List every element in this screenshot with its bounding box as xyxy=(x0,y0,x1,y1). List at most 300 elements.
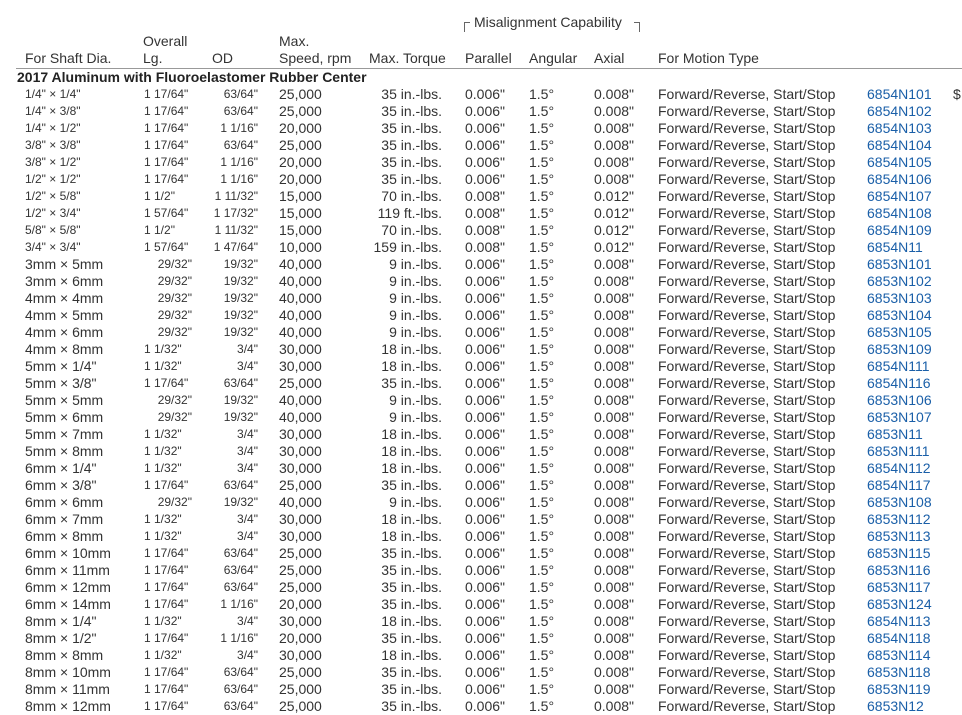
cell-motion-type: Forward/Reverse, Start/Stop xyxy=(658,511,836,527)
cell-parallel: 0.006" xyxy=(465,375,506,391)
cell-axial: 0.012" xyxy=(594,239,635,255)
cell-overall-length: 1 17/64" xyxy=(144,121,189,135)
cell-motion-type: Forward/Reverse, Start/Stop xyxy=(658,681,836,697)
cell-parallel: 0.006" xyxy=(465,137,506,153)
cell-shaft-dia: 5/8" × 5/8" xyxy=(25,223,81,237)
cell-max-torque: 35 in.-lbs. xyxy=(381,579,442,595)
cell-parallel: 0.006" xyxy=(465,154,506,170)
part-number-link[interactable]: 6854N116 xyxy=(867,375,931,391)
cell-angular: 1.5° xyxy=(529,647,555,663)
cell-max-speed: 15,000 xyxy=(279,205,322,221)
cell-shaft-dia: 6mm × 12mm xyxy=(25,579,111,595)
cell-max-torque: 9 in.-lbs. xyxy=(389,494,442,510)
cell-shaft-dia: 4mm × 6mm xyxy=(25,324,104,340)
part-number-link[interactable]: 6853N112 xyxy=(867,511,931,527)
part-number-link[interactable]: 6853N116 xyxy=(867,562,931,578)
cell-shaft-dia: 1/4" × 1/2" xyxy=(25,121,81,135)
table-row xyxy=(0,562,962,579)
cell-od: 3/4" xyxy=(237,461,258,475)
cell-max-torque: 9 in.-lbs. xyxy=(389,324,442,340)
cell-shaft-dia: 1/2" × 1/2" xyxy=(25,172,81,186)
part-number-link[interactable]: 6854N102 xyxy=(867,103,932,119)
table-row xyxy=(0,494,962,511)
cell-motion-type: Forward/Reverse, Start/Stop xyxy=(658,137,836,153)
cell-od: 3/4" xyxy=(237,529,258,543)
col-header-speed-bottom: Speed, rpm xyxy=(279,50,352,66)
cell-overall-length: 1 17/64" xyxy=(144,478,189,492)
table-row xyxy=(0,375,962,392)
cell-axial: 0.008" xyxy=(594,392,635,408)
cell-od: 63/64" xyxy=(223,104,258,118)
cell-parallel: 0.006" xyxy=(465,426,506,442)
cell-overall-length: 1 17/64" xyxy=(144,682,189,696)
cell-parallel: 0.006" xyxy=(465,307,506,323)
cell-max-torque: 35 in.-lbs. xyxy=(381,630,442,646)
bracket-right xyxy=(634,22,640,32)
cell-axial: 0.008" xyxy=(594,426,635,442)
cell-max-speed: 40,000 xyxy=(279,494,322,510)
cell-angular: 1.5° xyxy=(529,188,555,204)
cell-od: 3/4" xyxy=(237,648,258,662)
cell-axial: 0.008" xyxy=(594,341,635,357)
table-row xyxy=(0,273,962,290)
cell-axial: 0.008" xyxy=(594,647,635,663)
cell-motion-type: Forward/Reverse, Start/Stop xyxy=(658,443,836,459)
cell-motion-type: Forward/Reverse, Start/Stop xyxy=(658,171,836,187)
cell-overall-length: 29/32" xyxy=(157,495,192,509)
cell-max-torque: 18 in.-lbs. xyxy=(381,443,442,459)
cell-parallel: 0.006" xyxy=(465,290,506,306)
cell-max-speed: 20,000 xyxy=(279,120,322,136)
cell-motion-type: Forward/Reverse, Start/Stop xyxy=(658,562,836,578)
cell-axial: 0.008" xyxy=(594,528,635,544)
cell-parallel: 0.006" xyxy=(465,494,506,510)
table-row xyxy=(0,477,962,494)
cell-max-speed: 25,000 xyxy=(279,664,322,680)
part-number-link[interactable]: 6854N118 xyxy=(867,630,931,646)
table-row xyxy=(0,341,962,358)
product-table-body xyxy=(0,86,962,715)
part-number-link[interactable]: 6853N113 xyxy=(867,528,931,544)
cell-motion-type: Forward/Reverse, Start/Stop xyxy=(658,409,836,425)
cell-axial: 0.008" xyxy=(594,477,635,493)
part-number-link[interactable]: 6853N111 xyxy=(867,443,930,459)
cell-axial: 0.008" xyxy=(594,545,635,561)
cell-motion-type: Forward/Reverse, Start/Stop xyxy=(658,494,836,510)
table-row xyxy=(0,222,962,239)
cell-max-torque: 9 in.-lbs. xyxy=(389,409,442,425)
cell-axial: 0.008" xyxy=(594,630,635,646)
cell-axial: 0.008" xyxy=(594,460,635,476)
cell-max-speed: 25,000 xyxy=(279,86,322,102)
table-row xyxy=(0,239,962,256)
part-number-link[interactable]: 6853N106 xyxy=(867,392,932,408)
cell-axial: 0.008" xyxy=(594,137,635,153)
cell-max-torque: 35 in.-lbs. xyxy=(381,681,442,697)
table-row xyxy=(0,630,962,647)
cell-od: 3/4" xyxy=(237,427,258,441)
col-header-axial: Axial xyxy=(594,50,625,66)
cell-shaft-dia: 6mm × 7mm xyxy=(25,511,104,527)
cell-max-speed: 25,000 xyxy=(279,103,322,119)
cell-od: 1 1/16" xyxy=(220,155,258,169)
cell-max-speed: 30,000 xyxy=(279,528,322,544)
cell-axial: 0.008" xyxy=(594,171,635,187)
cell-axial: 0.008" xyxy=(594,307,635,323)
cell-max-speed: 25,000 xyxy=(279,137,322,153)
cell-angular: 1.5° xyxy=(529,205,555,221)
part-number-link[interactable]: 6853N115 xyxy=(867,545,931,561)
cell-motion-type: Forward/Reverse, Start/Stop xyxy=(658,222,836,238)
cell-parallel: 0.006" xyxy=(465,392,506,408)
cell-angular: 1.5° xyxy=(529,341,555,357)
cell-max-torque: 35 in.-lbs. xyxy=(381,562,442,578)
cell-angular: 1.5° xyxy=(529,358,555,374)
cell-parallel: 0.006" xyxy=(465,596,506,612)
cell-axial: 0.008" xyxy=(594,443,635,459)
col-header-angular: Angular xyxy=(529,50,578,66)
cell-od: 63/64" xyxy=(223,376,258,390)
cell-parallel: 0.006" xyxy=(465,443,506,459)
part-number-link[interactable]: 6853N12 xyxy=(867,698,924,714)
cell-motion-type: Forward/Reverse, Start/Stop xyxy=(658,613,836,629)
cell-max-speed: 25,000 xyxy=(279,698,322,714)
part-number-link[interactable]: 6854N103 xyxy=(867,120,932,136)
cell-motion-type: Forward/Reverse, Start/Stop xyxy=(658,358,836,374)
cell-parallel: 0.006" xyxy=(465,86,506,102)
cell-parallel: 0.006" xyxy=(465,477,506,493)
part-number-link[interactable]: 6854N11 xyxy=(867,239,923,255)
cell-angular: 1.5° xyxy=(529,222,555,238)
cell-overall-length: 29/32" xyxy=(157,308,192,322)
cell-shaft-dia: 8mm × 1/2" xyxy=(25,630,97,646)
cell-shaft-dia: 5mm × 1/4" xyxy=(25,358,97,374)
cell-motion-type: Forward/Reverse, Start/Stop xyxy=(658,545,836,561)
part-number-link[interactable]: 6854N113 xyxy=(867,613,931,629)
cell-overall-length: 1 17/64" xyxy=(144,665,189,679)
cell-parallel: 0.006" xyxy=(465,545,506,561)
cell-od: 3/4" xyxy=(237,342,258,356)
cell-parallel: 0.006" xyxy=(465,511,506,527)
cell-parallel: 0.006" xyxy=(465,579,506,595)
cell-parallel: 0.006" xyxy=(465,562,506,578)
cell-angular: 1.5° xyxy=(529,324,555,340)
cell-max-speed: 25,000 xyxy=(279,477,322,493)
cell-max-speed: 15,000 xyxy=(279,188,322,204)
cell-max-speed: 30,000 xyxy=(279,358,322,374)
cell-motion-type: Forward/Reverse, Start/Stop xyxy=(658,290,836,306)
cell-overall-length: 1 1/32" xyxy=(144,342,182,356)
cell-angular: 1.5° xyxy=(529,545,555,561)
part-number-link[interactable]: 6853N104 xyxy=(867,307,932,323)
table-row xyxy=(0,613,962,630)
cell-max-torque: 70 in.-lbs. xyxy=(381,188,442,204)
cell-axial: 0.008" xyxy=(594,613,635,629)
cell-parallel: 0.006" xyxy=(465,171,506,187)
cell-shaft-dia: 6mm × 1/4" xyxy=(25,460,97,476)
cell-angular: 1.5° xyxy=(529,579,555,595)
cell-shaft-dia: 6mm × 14mm xyxy=(25,596,111,612)
part-number-link[interactable]: 6854N106 xyxy=(867,171,932,187)
part-number-link[interactable]: 6853N114 xyxy=(867,647,931,663)
table-row xyxy=(0,647,962,664)
cell-angular: 1.5° xyxy=(529,477,555,493)
cell-motion-type: Forward/Reverse, Start/Stop xyxy=(658,647,836,663)
cell-parallel: 0.006" xyxy=(465,409,506,425)
cell-angular: 1.5° xyxy=(529,290,555,306)
cell-max-torque: 9 in.-lbs. xyxy=(389,256,442,272)
part-number-link[interactable]: 6854N107 xyxy=(867,188,932,204)
cell-od: 63/64" xyxy=(223,478,258,492)
cell-shaft-dia: 3/8" × 1/2" xyxy=(25,155,81,169)
col-header-parallel: Parallel xyxy=(465,50,512,66)
cell-shaft-dia: 6mm × 10mm xyxy=(25,545,111,561)
cell-parallel: 0.006" xyxy=(465,358,506,374)
cell-max-torque: 159 in.-lbs. xyxy=(373,239,442,255)
cell-od: 63/64" xyxy=(223,563,258,577)
cell-overall-length: 29/32" xyxy=(157,274,192,288)
cell-od: 19/32" xyxy=(223,274,258,288)
cell-shaft-dia: 3/8" × 3/8" xyxy=(25,138,81,152)
cell-motion-type: Forward/Reverse, Start/Stop xyxy=(658,103,836,119)
cell-overall-length: 1 57/64" xyxy=(144,240,189,254)
cell-motion-type: Forward/Reverse, Start/Stop xyxy=(658,596,836,612)
cell-max-torque: 35 in.-lbs. xyxy=(381,171,442,187)
cell-motion-type: Forward/Reverse, Start/Stop xyxy=(658,375,836,391)
cell-od: 63/64" xyxy=(223,665,258,679)
cell-overall-length: 29/32" xyxy=(157,257,192,271)
col-header-motion: For Motion Type xyxy=(658,50,759,66)
cell-max-torque: 9 in.-lbs. xyxy=(389,290,442,306)
part-number-link[interactable]: 6854N105 xyxy=(867,154,932,170)
cell-overall-length: 1 17/64" xyxy=(144,104,189,118)
cell-max-torque: 35 in.-lbs. xyxy=(381,86,442,102)
cell-od: 1 17/32" xyxy=(213,206,258,220)
part-number-link[interactable]: 6853N124 xyxy=(867,596,932,612)
cell-parallel: 0.008" xyxy=(465,239,506,255)
cell-shaft-dia: 6mm × 3/8" xyxy=(25,477,97,493)
cell-max-torque: 35 in.-lbs. xyxy=(381,664,442,680)
col-header-torque: Max. Torque xyxy=(369,50,446,66)
cell-overall-length: 1 1/32" xyxy=(144,648,182,662)
cell-od: 1 1/16" xyxy=(220,121,258,135)
part-number-link[interactable]: 6853N101 xyxy=(867,256,932,272)
cell-axial: 0.012" xyxy=(594,188,635,204)
table-row xyxy=(0,86,962,103)
cell-od: 63/64" xyxy=(223,580,258,594)
cell-motion-type: Forward/Reverse, Start/Stop xyxy=(658,239,836,255)
part-number-link[interactable]: 6853N105 xyxy=(867,324,932,340)
cell-angular: 1.5° xyxy=(529,256,555,272)
part-number-link[interactable]: 6853N103 xyxy=(867,290,932,306)
table-row xyxy=(0,579,962,596)
cell-overall-length: 1 17/64" xyxy=(144,172,189,186)
part-number-link[interactable]: 6853N109 xyxy=(867,341,932,357)
cell-overall-length: 29/32" xyxy=(157,410,192,424)
cell-motion-type: Forward/Reverse, Start/Stop xyxy=(658,579,836,595)
table-row xyxy=(0,256,962,273)
cell-parallel: 0.006" xyxy=(465,630,506,646)
part-number-link[interactable]: 6853N117 xyxy=(867,579,931,595)
cell-overall-length: 1 17/64" xyxy=(144,563,189,577)
cell-overall-length: 1 17/64" xyxy=(144,376,189,390)
cell-parallel: 0.006" xyxy=(465,256,506,272)
cell-overall-length: 1 17/64" xyxy=(144,580,189,594)
part-number-link[interactable]: 6853N108 xyxy=(867,494,932,510)
cell-max-speed: 40,000 xyxy=(279,324,322,340)
cell-shaft-dia: 3mm × 5mm xyxy=(25,256,104,272)
cell-shaft-dia: 5mm × 7mm xyxy=(25,426,104,442)
table-row xyxy=(0,120,962,137)
cell-overall-length: 1 17/64" xyxy=(144,138,189,152)
cell-angular: 1.5° xyxy=(529,681,555,697)
table-row xyxy=(0,443,962,460)
table-row xyxy=(0,664,962,681)
cell-motion-type: Forward/Reverse, Start/Stop xyxy=(658,392,836,408)
cell-angular: 1.5° xyxy=(529,392,555,408)
cell-max-speed: 30,000 xyxy=(279,426,322,442)
cell-angular: 1.5° xyxy=(529,120,555,136)
cell-parallel: 0.006" xyxy=(465,103,506,119)
cell-max-torque: 18 in.-lbs. xyxy=(381,613,442,629)
cell-od: 19/32" xyxy=(223,308,258,322)
cell-od: 3/4" xyxy=(237,614,258,628)
table-row xyxy=(0,460,962,477)
cell-od: 19/32" xyxy=(223,325,258,339)
section-title: 2017 Aluminum with Fluoroelastomer Rubber Center xyxy=(17,69,367,85)
cell-angular: 1.5° xyxy=(529,307,555,323)
cell-overall-length: 1 1/32" xyxy=(144,461,182,475)
table-row xyxy=(0,511,962,528)
cell-axial: 0.008" xyxy=(594,409,635,425)
cell-od: 63/64" xyxy=(223,87,258,101)
cell-max-speed: 40,000 xyxy=(279,409,322,425)
cell-max-torque: 9 in.-lbs. xyxy=(389,392,442,408)
cell-od: 19/32" xyxy=(223,291,258,305)
cell-max-torque: 18 in.-lbs. xyxy=(381,511,442,527)
cell-axial: 0.012" xyxy=(594,222,635,238)
cell-parallel: 0.006" xyxy=(465,664,506,680)
cell-max-speed: 20,000 xyxy=(279,171,322,187)
cell-od: 1 47/64" xyxy=(213,240,258,254)
cell-max-speed: 40,000 xyxy=(279,392,322,408)
table-row xyxy=(0,358,962,375)
table-row xyxy=(0,290,962,307)
cell-od: 1 1/16" xyxy=(220,172,258,186)
cell-overall-length: 1 17/64" xyxy=(144,699,189,713)
cell-od: 63/64" xyxy=(223,138,258,152)
cell-axial: 0.008" xyxy=(594,358,635,374)
part-number-link[interactable]: 6853N107 xyxy=(867,409,932,425)
part-number-link[interactable]: 6854N101 xyxy=(867,86,932,102)
cell-overall-length: 1 17/64" xyxy=(144,155,189,169)
table-row xyxy=(0,137,962,154)
cell-max-speed: 20,000 xyxy=(279,154,322,170)
cell-parallel: 0.006" xyxy=(465,341,506,357)
cell-overall-length: 1 1/2" xyxy=(144,223,175,237)
cell-motion-type: Forward/Reverse, Start/Stop xyxy=(658,120,836,136)
table-row xyxy=(0,154,962,171)
cell-angular: 1.5° xyxy=(529,698,555,714)
cell-max-torque: 119 ft.-lbs. xyxy=(377,205,442,221)
cell-shaft-dia: 1/4" × 3/8" xyxy=(25,104,81,118)
part-number-link[interactable]: 6854N104 xyxy=(867,137,932,153)
cell-angular: 1.5° xyxy=(529,273,555,289)
cell-max-torque: 18 in.-lbs. xyxy=(381,528,442,544)
cell-od: 63/64" xyxy=(223,682,258,696)
table-row xyxy=(0,545,962,562)
cell-od: 19/32" xyxy=(223,257,258,271)
cell-parallel: 0.006" xyxy=(465,273,506,289)
part-number-link[interactable]: 6853N11 xyxy=(867,426,923,442)
cell-angular: 1.5° xyxy=(529,86,555,102)
cell-axial: 0.008" xyxy=(594,290,635,306)
table-row xyxy=(0,681,962,698)
col-header-od: OD xyxy=(212,50,233,66)
part-number-link[interactable]: 6854N109 xyxy=(867,222,932,238)
cell-angular: 1.5° xyxy=(529,137,555,153)
part-number-link[interactable]: 6854N111 xyxy=(867,358,930,374)
cell-max-speed: 30,000 xyxy=(279,341,322,357)
cell-max-speed: 25,000 xyxy=(279,375,322,391)
table-row xyxy=(0,596,962,613)
cell-parallel: 0.006" xyxy=(465,698,506,714)
cell-shaft-dia: 6mm × 8mm xyxy=(25,528,104,544)
cell-max-torque: 18 in.-lbs. xyxy=(381,647,442,663)
cell-max-torque: 35 in.-lbs. xyxy=(381,154,442,170)
cell-max-speed: 40,000 xyxy=(279,307,322,323)
cell-shaft-dia: 5mm × 3/8" xyxy=(25,375,97,391)
cell-max-speed: 40,000 xyxy=(279,290,322,306)
cell-angular: 1.5° xyxy=(529,664,555,680)
cell-overall-length: 1 1/32" xyxy=(144,427,182,441)
cell-axial: 0.008" xyxy=(594,596,635,612)
cell-angular: 1.5° xyxy=(529,494,555,510)
cell-max-torque: 35 in.-lbs. xyxy=(381,137,442,153)
bracket-left xyxy=(464,22,470,32)
cell-shaft-dia: 5mm × 8mm xyxy=(25,443,104,459)
cell-od: 3/4" xyxy=(237,512,258,526)
cell-angular: 1.5° xyxy=(529,426,555,442)
table-row xyxy=(0,205,962,222)
cell-axial: 0.008" xyxy=(594,562,635,578)
cell-motion-type: Forward/Reverse, Start/Stop xyxy=(658,341,836,357)
cell-max-torque: 35 in.-lbs. xyxy=(381,698,442,714)
cell-max-speed: 25,000 xyxy=(279,562,322,578)
cell-parallel: 0.006" xyxy=(465,324,506,340)
cell-max-torque: 9 in.-lbs. xyxy=(389,273,442,289)
part-number-link[interactable]: 6854N117 xyxy=(867,477,931,493)
cell-overall-length: 1 1/32" xyxy=(144,359,182,373)
table-row xyxy=(0,392,962,409)
cell-overall-length: 1 1/32" xyxy=(144,529,182,543)
cell-max-torque: 35 in.-lbs. xyxy=(381,545,442,561)
table-row xyxy=(0,698,962,715)
cell-motion-type: Forward/Reverse, Start/Stop xyxy=(658,154,836,170)
cell-od: 3/4" xyxy=(237,359,258,373)
cell-angular: 1.5° xyxy=(529,511,555,527)
part-number-link[interactable]: 6853N118 xyxy=(867,664,931,680)
cell-max-torque: 35 in.-lbs. xyxy=(381,596,442,612)
cell-angular: 1.5° xyxy=(529,375,555,391)
part-number-link[interactable]: 6854N112 xyxy=(867,460,931,476)
cell-max-speed: 40,000 xyxy=(279,256,322,272)
part-number-link[interactable]: 6854N108 xyxy=(867,205,932,221)
part-number-link[interactable]: 6853N102 xyxy=(867,273,932,289)
cell-max-torque: 70 in.-lbs. xyxy=(381,222,442,238)
part-number-link[interactable]: 6853N119 xyxy=(867,681,931,697)
cell-od: 19/32" xyxy=(223,495,258,509)
